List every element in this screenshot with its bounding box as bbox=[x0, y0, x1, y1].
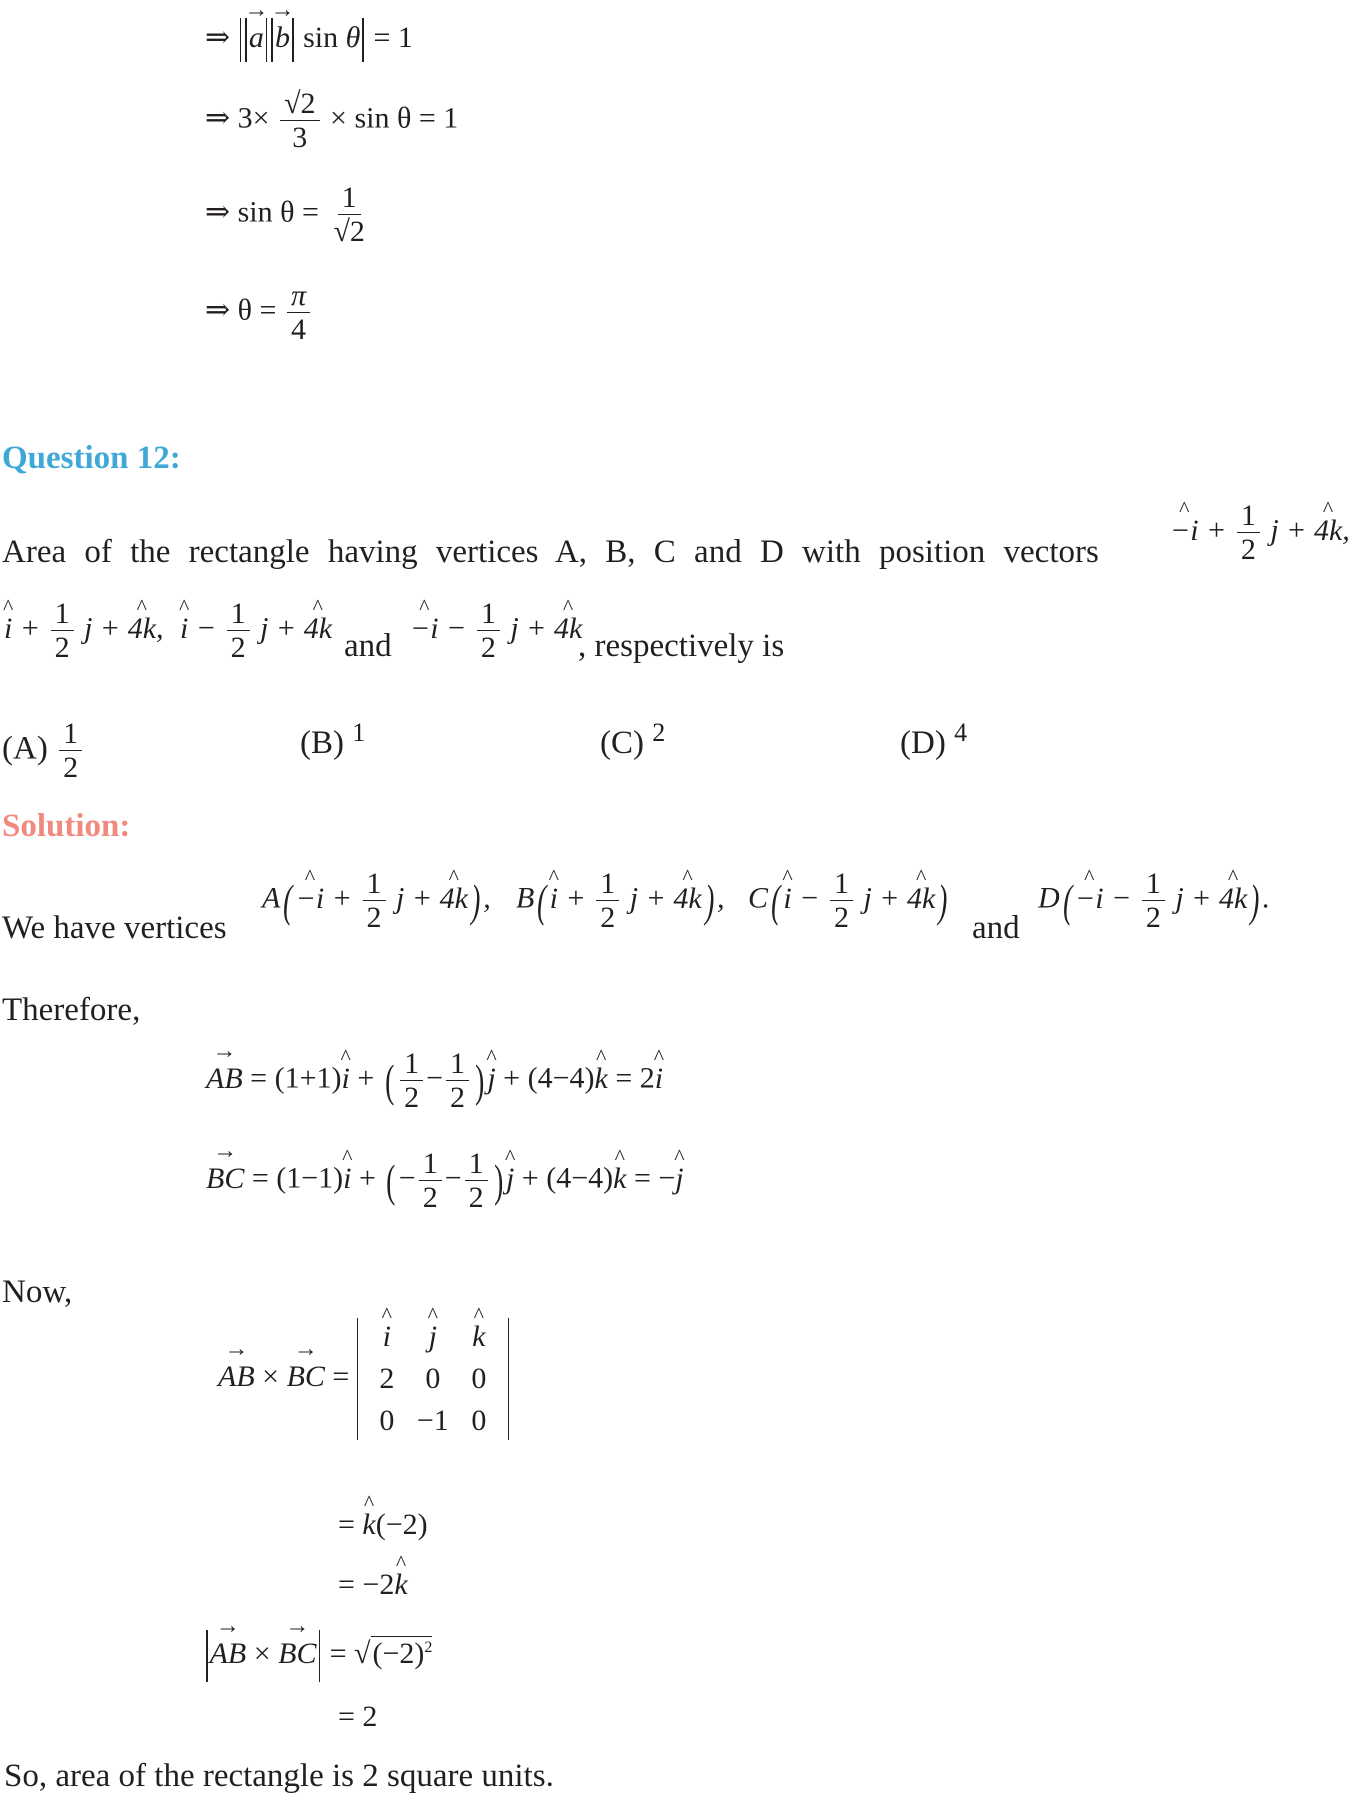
solution-heading: Solution: bbox=[2, 808, 131, 844]
vector-c: ^ i − $\frac{1}{2}$ j + ^ 4k bbox=[180, 598, 332, 664]
text-and: and bbox=[344, 628, 392, 664]
vector-b: ^ i + $\frac{1}{2}$ j + ^ 4k, bbox=[4, 598, 164, 664]
step-3: ⇒ sin θ = $\frac{1}{√2}$ bbox=[205, 181, 365, 248]
option-a: (A) $\frac{1}{2}$ bbox=[2, 718, 85, 784]
vertex-c: C(^ i − $\frac{1}{2}$ j + ^ 4k) bbox=[748, 868, 951, 934]
ab-label: → AB bbox=[206, 1062, 243, 1096]
vertices-and: and bbox=[972, 910, 1020, 946]
determinant-matrix: ^ i ^ j ^ k 2 0 0 0 −1 0 bbox=[357, 1318, 509, 1440]
vertex-b: B(^ i + $\frac{1}{2}$ j + ^ 4k) , bbox=[516, 868, 725, 934]
step-4: ⇒ θ = $\frac{\pi}{4}$ bbox=[205, 280, 313, 346]
cross-step-1: = ^ k(−2) bbox=[338, 1508, 428, 1542]
question-text-line1: Area of the rectangle having vertices A, B, C and D with position vectors bbox=[2, 534, 1099, 570]
option-b: (B) $^1$ bbox=[300, 718, 366, 761]
conclusion: So, area of the rectangle is 2 square units. bbox=[4, 1758, 554, 1794]
we-have-vertices: We have vertices bbox=[2, 910, 227, 946]
now: Now, bbox=[2, 1274, 73, 1310]
cross-product-determinant: → AB × → BC = ^ i ^ j ^ k 2 0 0 0 −1 0 bbox=[218, 1318, 509, 1440]
option-c: (C) $^2$ bbox=[600, 718, 666, 761]
cross-step-2: = −2^ k bbox=[338, 1568, 408, 1602]
option-d: (D) $^4$ bbox=[900, 718, 968, 761]
vertex-d: D(^ −i − $\frac{1}{2}$ j + ^ 4k) . bbox=[1038, 868, 1270, 934]
text-respectively: , respectively is bbox=[578, 628, 785, 664]
magnitude-equation: → AB × → BC = $√(-2)^2$ bbox=[204, 1630, 432, 1682]
magnitude-result: = 2 bbox=[338, 1700, 378, 1733]
therefore: Therefore, bbox=[2, 992, 141, 1028]
ab-vector-equation: → AB = (1+1)^ i + ( $\frac{1}{2}$ − $\frac{1}{2}$ )^ j + (4−4)^ k = 2^ i bbox=[206, 1048, 663, 1114]
vector-a: ^ −i + $\frac{1}{2}$ j + ^ 4k, bbox=[1170, 500, 1350, 566]
vertex-a: A(^ −i + $\frac{1}{2}$ j + ^ 4k) , bbox=[262, 868, 491, 934]
bc-vector-equation: → BC = (1−1)^ i + ( − $\frac{1}{2}$ − $\frac{1}{2}$ )^ j + (4−4)^ k = −^ j bbox=[206, 1148, 684, 1214]
vector-d: ^ −i − $\frac{1}{2}$ j + ^ 4k bbox=[410, 598, 582, 664]
step-2: ⇒ 3× $\frac{√2}{3}$ × sin θ = 1 bbox=[205, 87, 459, 154]
question-heading: Question 12: bbox=[2, 440, 181, 476]
bc-label: → BC bbox=[206, 1162, 244, 1196]
step-1: ⇒ → a→ b sin θ = 1 bbox=[205, 18, 413, 62]
